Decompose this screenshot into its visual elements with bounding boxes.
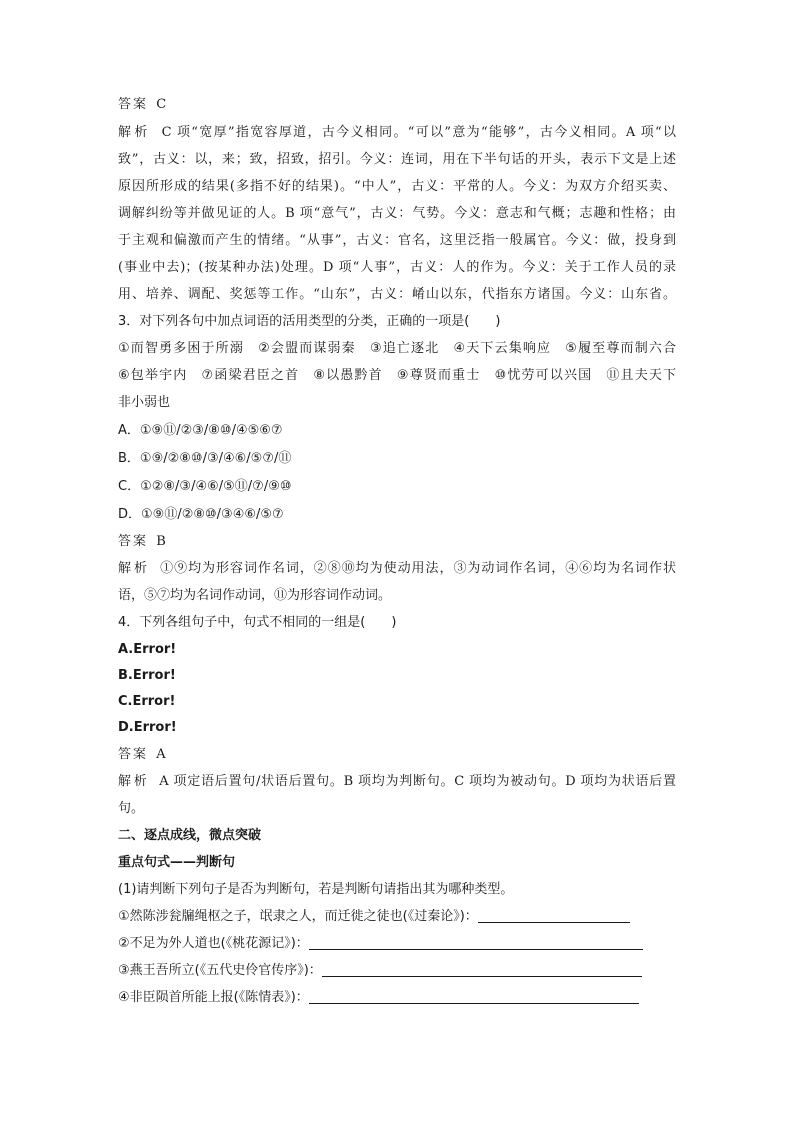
q2-analysis-line-6: (事业中去)；(按某种办法)处理。D 项“人事”，古义：人的作为。今义：关于工作人员的录 bbox=[118, 260, 676, 275]
q4-option-d: D.Error! bbox=[118, 720, 177, 735]
q2-analysis-line-1 bbox=[118, 124, 676, 142]
exercise-3-text: ③燕王吾所立(《五代史伶官传序》)： bbox=[118, 963, 322, 978]
q3-option-c: C．①②⑧/③/④⑥/⑤⑪/⑦/⑨⑩ bbox=[118, 479, 292, 494]
q3-analysis-line-1 bbox=[118, 560, 676, 578]
q3-items-line-1: ①而智勇多困于所溺 ②会盟而谋弱秦 ③追亡逐北 ④天下云集响应 ⑤履至尊而制六合 bbox=[118, 341, 676, 356]
answer-value: B bbox=[156, 534, 166, 549]
q2-analysis-line-4: 调解纠纷等并做见证的人。B 项“意气”，古义：气势。今义：意志和气概；志趣和性格；由 bbox=[118, 206, 676, 221]
analysis-text: A 项定语后置句/状语后置句。B 项均为判断句。C 项均为被动句。D 项均为状语后置 bbox=[159, 774, 676, 789]
exercise-4 bbox=[118, 989, 639, 1007]
answer-blank-1[interactable] bbox=[478, 908, 630, 923]
exercise-1-text: ①然陈涉瓮牖绳枢之子，氓隶之人，而迁徙之徒也(《过秦论》)： bbox=[118, 909, 478, 924]
section-subheading: 重点句式——判断句 bbox=[118, 855, 236, 870]
answer-value: A bbox=[156, 747, 166, 762]
q4-stem: 4．下列各组句子中，句式不相同的一组是( ) bbox=[118, 615, 397, 630]
q4-option-a: A.Error! bbox=[118, 642, 177, 657]
exercise-2-text: ②不足为外人道也(《桃花源记》)： bbox=[118, 936, 309, 951]
q3-analysis-line-2: 语，⑤⑦均为名词作动词，⑪为形容词作动词。 bbox=[118, 588, 392, 603]
analysis-text: ①⑨均为形容词作名词，②⑧⑩均为使动用法，③为动词作名词，④⑥均为名词作状 bbox=[160, 561, 676, 576]
answer-label: 答案 bbox=[118, 534, 149, 549]
answer-blank-2[interactable] bbox=[309, 935, 643, 950]
answer-value: C bbox=[156, 97, 167, 112]
q4-analysis-line-1 bbox=[118, 773, 676, 791]
answer-label: 答案 bbox=[118, 747, 149, 762]
q4-option-c: C.Error! bbox=[118, 694, 176, 709]
answer-blank-4[interactable] bbox=[309, 989, 639, 1004]
q2-analysis-line-5: 于主观和偏激而产生的情绪。“从事”，古义：官名，这里泛指一般属官。今义：做，投身到 bbox=[118, 233, 676, 248]
section-heading: 二、逐点成线，微点突破 bbox=[118, 828, 262, 843]
answer-label: 答案 bbox=[118, 97, 149, 112]
section-instruction: (1)请判断下列句子是否为判断句，若是判断句请指出其为哪种类型。 bbox=[118, 882, 514, 897]
exercise-4-text: ④非臣陨首所能上报(《陈情表》)： bbox=[118, 990, 309, 1005]
q4-answer bbox=[118, 746, 166, 764]
q3-answer bbox=[118, 533, 166, 551]
exercise-3 bbox=[118, 962, 642, 980]
q2-analysis-line-7: 用、培养、调配、奖惩等工作。“山东”，古义：崤山以东，代指东方诸国。今义：山东省。 bbox=[118, 287, 676, 302]
exercise-2 bbox=[118, 935, 643, 953]
q4-option-b: B.Error! bbox=[118, 668, 176, 683]
analysis-label: 解析 bbox=[118, 125, 151, 140]
q4-analysis-line-2: 句。 bbox=[118, 801, 145, 816]
analysis-label: 解析 bbox=[118, 774, 150, 789]
q3-stem: 3．对下列各句中加点词语的活用类型的分类，正确的一项是( ) bbox=[118, 314, 501, 329]
q3-items-line-2: ⑥包举宇内 ⑦函梁君臣之首 ⑧以愚黔首 ⑨尊贤而重士 ⑩忧劳可以兴国 ⑪且夫天下 bbox=[118, 368, 676, 383]
exercise-1 bbox=[118, 908, 630, 926]
q3-option-d: D．①⑨⑪/②⑧⑩/③④⑥/⑤⑦ bbox=[118, 507, 284, 522]
q2-analysis-line-3: 原因所形成的结果(多指不好的结果)。“中人”，古义：平常的人。今义：为双方介绍买卖、 bbox=[118, 179, 676, 194]
q3-option-a: A．①⑨⑪/②③/⑧⑩/④⑤⑥⑦ bbox=[118, 423, 283, 438]
q3-items-line-3: 非小弱也 bbox=[118, 395, 171, 410]
analysis-label: 解析 bbox=[118, 561, 150, 576]
q2-analysis-line-2: 致”，古义：以，来；致，招致，招引。今义：连词，用在下半句话的开头，表示下文是上述 bbox=[118, 152, 676, 167]
q3-option-b: B．①⑨/②⑧⑩/③/④⑥/⑤⑦/⑪ bbox=[118, 451, 292, 466]
analysis-text: C 项“宽厚”指宽容厚道，古今义相同。“可以”意为“能够”，古今义相同。A 项“以 bbox=[161, 125, 676, 140]
answer-blank-3[interactable] bbox=[322, 962, 642, 977]
q2-answer bbox=[118, 96, 166, 114]
